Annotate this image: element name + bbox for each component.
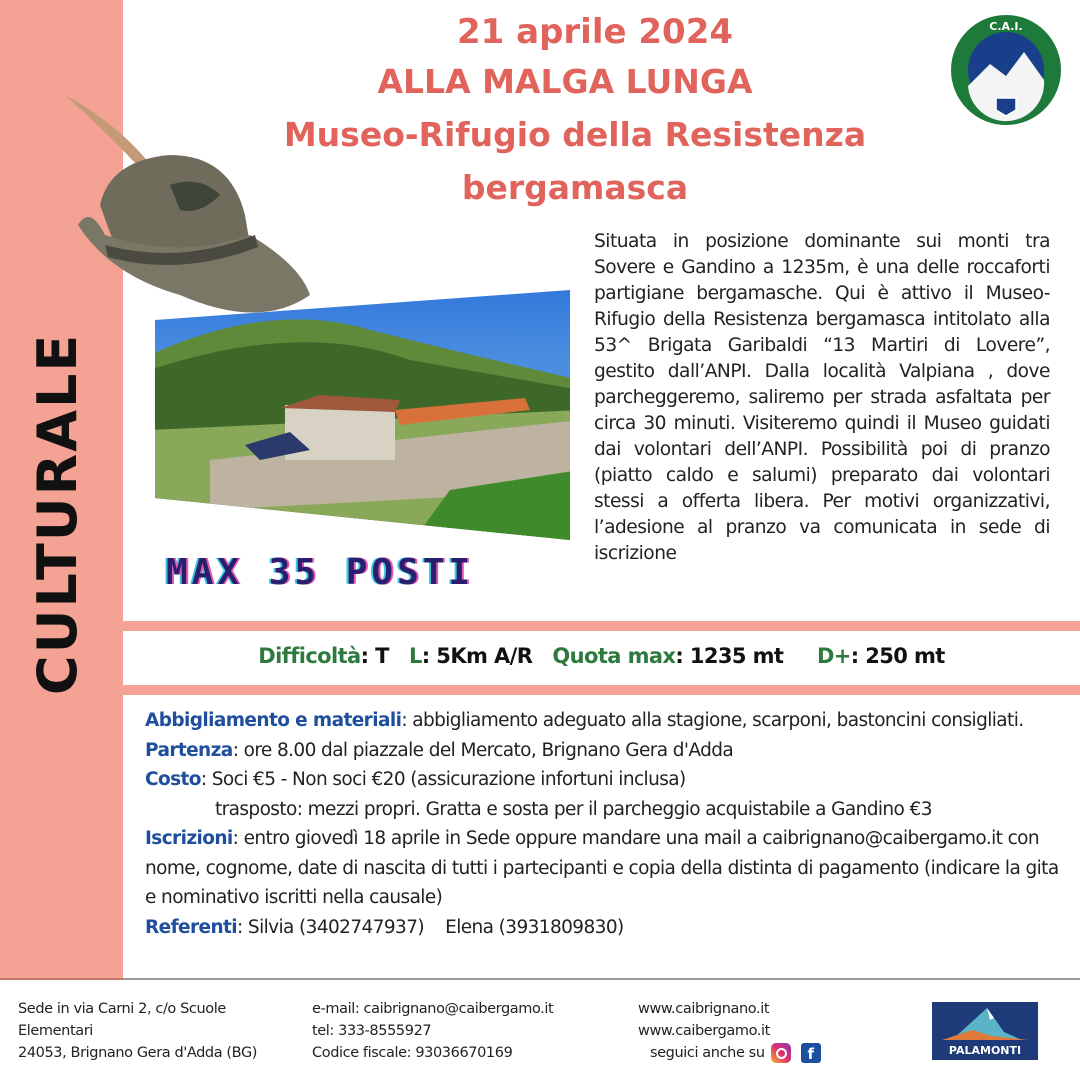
footer-contacts xyxy=(312,998,553,1064)
footer-divider-accent xyxy=(0,978,123,980)
clothing-row xyxy=(145,706,1065,736)
trip-info xyxy=(145,706,1065,942)
altitude-value: : 1235 mt xyxy=(675,644,784,668)
svg-text:PALAMONTI: PALAMONTI xyxy=(948,1044,1022,1057)
category-label: CULTURALE xyxy=(26,332,89,695)
website-link[interactable]: www.caibergamo.it xyxy=(638,1023,770,1039)
event-subtitle: Museo-Rifugio della Resistenza xyxy=(283,115,867,154)
trip-stats xyxy=(123,644,1080,668)
address-line: Sede in via Carni 2, c/o Scuole xyxy=(18,1001,226,1017)
clothing-text: : abbigliamento adeguato alla stagione, scarponi, bastoncini consigliati. xyxy=(401,710,1024,731)
contacts-text: : Silvia (3402747937) Elena (3931809830) xyxy=(237,916,624,938)
event-date: 21 aprile 2024 xyxy=(456,12,734,52)
alpine-hat-image xyxy=(60,85,320,330)
contacts-label: Referenti xyxy=(145,916,238,938)
footer-web xyxy=(638,998,821,1064)
cost-text: : Soci €5 - Non soci €20 (assicurazione infortuni inclusa) xyxy=(200,769,686,790)
event-description: Situata in posizione dominante sui monti tra Sovere e Gandino a 1235m, è una delle roccaforti partigiane bergamasche. Qui è attivo il Museo-Rifugio della Resistenza bergamasca intitolato alla 53^ Brigata Garibaldi “13 Martiri di Lovere”, gestito dall’ANPI. Dalla località Valpiana , dove parcheggeremo, saliremo per strada asfaltata per circa 30 minuti. Visiteremo quindi il Museo guidati dai volontari dell’ANPI. Possibilità poi di pranzo (piatto caldo e salumi) preparato dai volontari stessi a offerta libera. Per motivi organizzativi, l’adesione al pranzo va comunicata in sede di iscrizione xyxy=(594,231,1050,564)
registration-label: Iscrizioni xyxy=(145,828,233,849)
length-value: : 5Km A/R xyxy=(421,644,533,668)
departure-label: Partenza xyxy=(145,739,233,761)
elevation-gain-label: D+ xyxy=(816,644,851,668)
cost-label: Costo xyxy=(145,769,201,790)
website-link[interactable]: www.caibrignano.it xyxy=(638,1001,770,1017)
clothing-label: Abbigliamento e materiali xyxy=(145,710,402,731)
footer-address xyxy=(18,998,257,1064)
length-label: L xyxy=(409,644,422,668)
palamonti-logo xyxy=(932,1002,1038,1060)
email-link[interactable]: e-mail: caibrignano@caibergamo.it xyxy=(312,1001,554,1017)
difficulty-value: : T xyxy=(360,644,389,668)
social-label: seguici anche su xyxy=(650,1045,765,1061)
max-participants: MAX 35 POSTI xyxy=(166,552,475,593)
cost-row xyxy=(145,765,1065,795)
difficulty-label: Difficoltà xyxy=(258,644,361,668)
departure-text: : ore 8.00 dal piazzale del Mercato, Brignano Gera d'Adda xyxy=(232,739,734,761)
event-title: ALLA MALGA LUNGA xyxy=(377,62,753,101)
elevation-gain-value: : 250 mt xyxy=(850,644,945,668)
divider-band-top xyxy=(123,621,1080,631)
facebook-icon[interactable]: f xyxy=(801,1043,821,1063)
svg-text:C.A.I.: C.A.I. xyxy=(989,20,1023,33)
address-line: 24053, Brignano Gera d'Adda (BG) xyxy=(18,1045,258,1061)
footer-divider xyxy=(0,978,1080,980)
registration-text: : entro giovedì 18 aprile in Sede oppure mandare una mail a caibrignano@caibergamo.it con nome, cognome, date di nascita di tutti i partecipanti e copia della distinta di pagamento (indicare la gita e nominativo iscritti nella causale) xyxy=(145,828,1059,908)
event-subtitle-2: bergamasca xyxy=(461,168,689,207)
registration-row xyxy=(145,824,1065,913)
divider-band-bottom xyxy=(123,685,1080,695)
cai-logo xyxy=(950,14,1062,126)
transport-text: trasposto: mezzi propri. Gratta e sosta per il parcheggio acquistabile a Gandino €3 xyxy=(215,798,932,820)
contacts-row xyxy=(145,913,1065,943)
tax-code-text: Codice fiscale: 93036670169 xyxy=(312,1045,513,1061)
address-line: Elementari xyxy=(18,1023,93,1039)
altitude-label: Quota max xyxy=(552,644,676,668)
instagram-icon[interactable] xyxy=(771,1043,791,1063)
departure-row xyxy=(145,736,1065,766)
phone-text: tel: 333-8555927 xyxy=(312,1023,432,1039)
